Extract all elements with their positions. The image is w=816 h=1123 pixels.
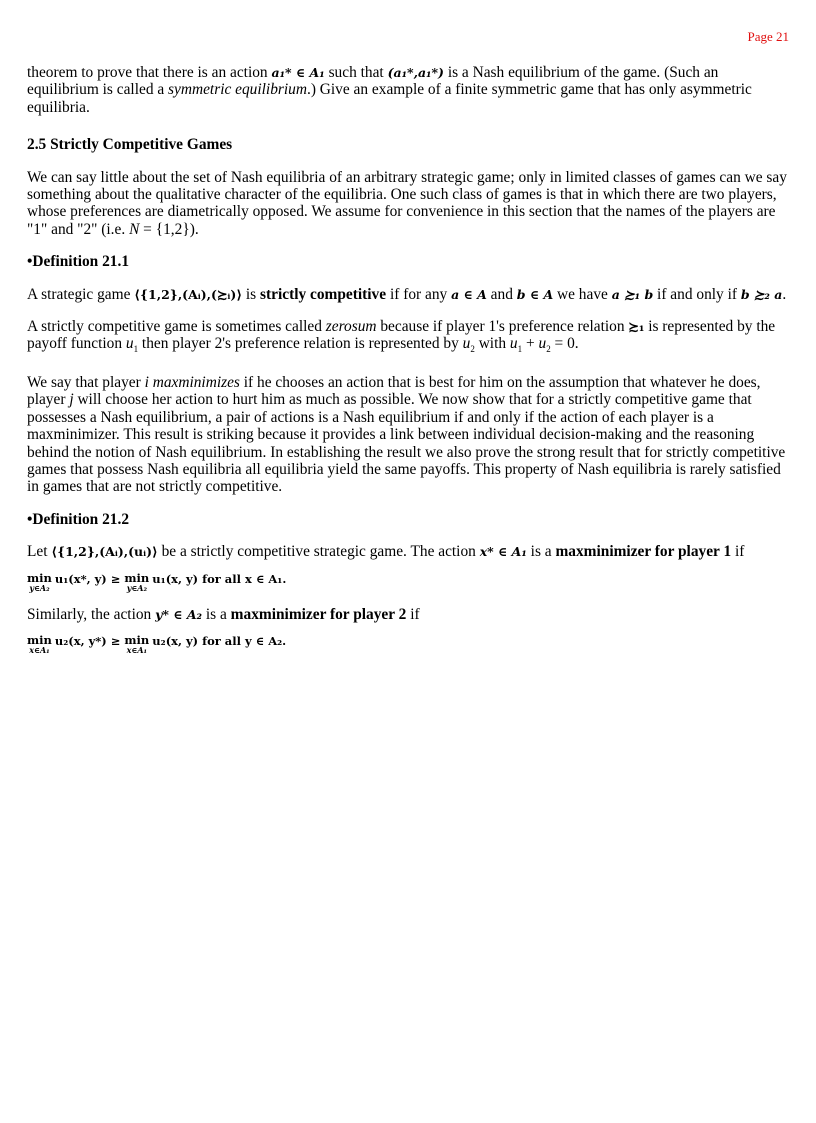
emphasis: u	[462, 335, 471, 353]
math-inline: (a₁*,a₁*)	[387, 65, 444, 80]
text: A strategic game	[27, 285, 135, 303]
text: if	[731, 543, 745, 561]
math-inline: ⟨{1,2},(Aᵢ),(≿ᵢ)⟩	[134, 286, 243, 302]
subscript: 2	[470, 344, 475, 355]
emphasis: u	[509, 335, 518, 353]
text: is	[242, 285, 261, 303]
min-label: min	[124, 633, 150, 648]
emphasis: symmetric equilibrium	[168, 81, 307, 99]
definition-heading-21-1: •Definition 21.1	[27, 253, 130, 271]
bold-term: maxminimizer for player 2	[230, 605, 407, 623]
min-operator	[124, 570, 150, 593]
text: is a	[526, 543, 556, 561]
paragraph-zerosum	[27, 318, 789, 359]
math-inline: x* ∈ A₁	[479, 544, 527, 560]
min-label: min	[27, 570, 52, 585]
text: A strictly competitive game is sometimes called	[27, 318, 326, 336]
text: We can say little about the set of Nash equilibria of an arbitrary strategic game; only in limited classes of games can we say something about the qualitative character of the equilibria. One such class of games is that in which there are two players, whose preferences are diametrically opposed. We assume for convenience in this section that the names of the players are "1" and "2" (i.e.	[27, 168, 787, 238]
equation-maxminimizer-player-1	[27, 570, 789, 593]
text: and	[486, 285, 517, 303]
text: is represented by the payoff function	[27, 318, 776, 353]
paragraph-symmetric-equilibrium	[27, 64, 789, 116]
emphasis: u	[538, 335, 547, 353]
emphasis: N	[129, 220, 140, 238]
min-subscript: y∈A₂	[126, 582, 147, 593]
text: if and only if	[653, 285, 741, 303]
text: if he chooses an action that is best for him on the assumption that whatever he does, player	[27, 373, 761, 409]
text: +	[522, 335, 539, 353]
min-subscript: x∈A₁	[29, 645, 50, 656]
paragraph-player-2	[27, 606, 789, 623]
text: is a	[202, 605, 231, 623]
definition-21-1-body	[27, 286, 789, 303]
subscript: 2	[546, 344, 551, 355]
text: theorem to prove that there is an action	[27, 64, 272, 81]
text: = 0.	[550, 335, 579, 353]
equation-left: u₂(x, y*) ≥	[54, 634, 121, 649]
math-inline: b ≿₂ a	[740, 286, 783, 302]
definition-heading-21-2: •Definition 21.2	[27, 510, 130, 528]
subscript: 1	[517, 344, 523, 355]
document-body	[27, 64, 789, 668]
text: if for any	[386, 285, 452, 303]
definition-21-2-body	[27, 543, 789, 560]
min-subscript: y∈A₂	[29, 582, 50, 593]
equation-right: u₂(x, y) for all y ∈ A₂.	[152, 634, 287, 649]
text: = {1,2}).	[139, 220, 199, 238]
emphasis: i maxminimizes	[144, 373, 240, 391]
math-inline: a ∈ A	[451, 286, 487, 302]
math-inline: ≿₁	[628, 319, 645, 335]
text: with	[474, 335, 510, 353]
math-inline: a₁* ∈ A₁	[271, 65, 325, 80]
text: will choose her action to hurt him as much as possible. We now show that for a strictly competitive game that possesses a Nash equilibrium, a pair of actions is a Nash equilibrium if and only if the action of each player is a maxminimizer. This result is striking because it provides a link between individual decision-making and the reasoning behind the notion of Nash equilibrium. In establishing the result we also prove the strong result that for strictly competitive games that possess Nash equilibria all equilibria yield the same payoffs. This property of Nash equilibria is rarely satisfied in games that are not strictly competitive.	[27, 391, 786, 496]
min-label: min	[27, 633, 52, 648]
paragraph-intro	[27, 169, 789, 239]
subscript: 1	[133, 344, 139, 355]
equation-left: u₁(x*, y) ≥	[54, 571, 121, 586]
min-operator	[27, 635, 52, 654]
text: is a Nash equilibrium of the game. (Such an equilibrium is called a	[27, 64, 719, 99]
bold-term: strictly competitive	[260, 285, 387, 303]
text: .	[782, 285, 787, 303]
emphasis: u	[125, 335, 134, 353]
emphasis: j	[69, 391, 74, 409]
text: .) Give an example of a finite symmetric game that has only asymmetric equilibria.	[27, 81, 752, 116]
bold-term: maxminimizer for player 1	[555, 543, 732, 561]
text: Let	[27, 543, 52, 561]
math-inline: y* ∈ A₂	[155, 606, 203, 622]
text: then player 2's preference relation is represented by	[138, 335, 463, 353]
paragraph-maxminimize	[27, 374, 789, 496]
text: such that	[324, 64, 388, 81]
text: because if player 1's preference relation	[376, 318, 629, 336]
equation-right: u₁(x, y) for all x ∈ A₁.	[152, 571, 287, 586]
min-operator	[27, 570, 52, 593]
min-subscript: x∈A₁	[126, 645, 148, 656]
math-inline: b ∈ A	[516, 286, 554, 302]
text: Similarly, the action	[27, 605, 156, 623]
text: if	[406, 605, 420, 623]
min-operator	[124, 635, 149, 654]
text: be a strictly competitive strategic game. The action	[157, 543, 480, 561]
text: We say that player	[27, 373, 145, 391]
math-inline: a ≿₁ b	[611, 286, 654, 302]
math-inline: ⟨{1,2},(Aᵢ),(uᵢ)⟩	[51, 544, 158, 560]
equation-maxminimizer-player-2	[27, 635, 789, 654]
emphasis: zerosum	[325, 318, 377, 336]
section-heading: 2.5 Strictly Competitive Games	[27, 136, 233, 154]
min-label: min	[124, 570, 150, 585]
text: we have	[553, 285, 612, 303]
page-number: Page 21	[747, 29, 789, 44]
